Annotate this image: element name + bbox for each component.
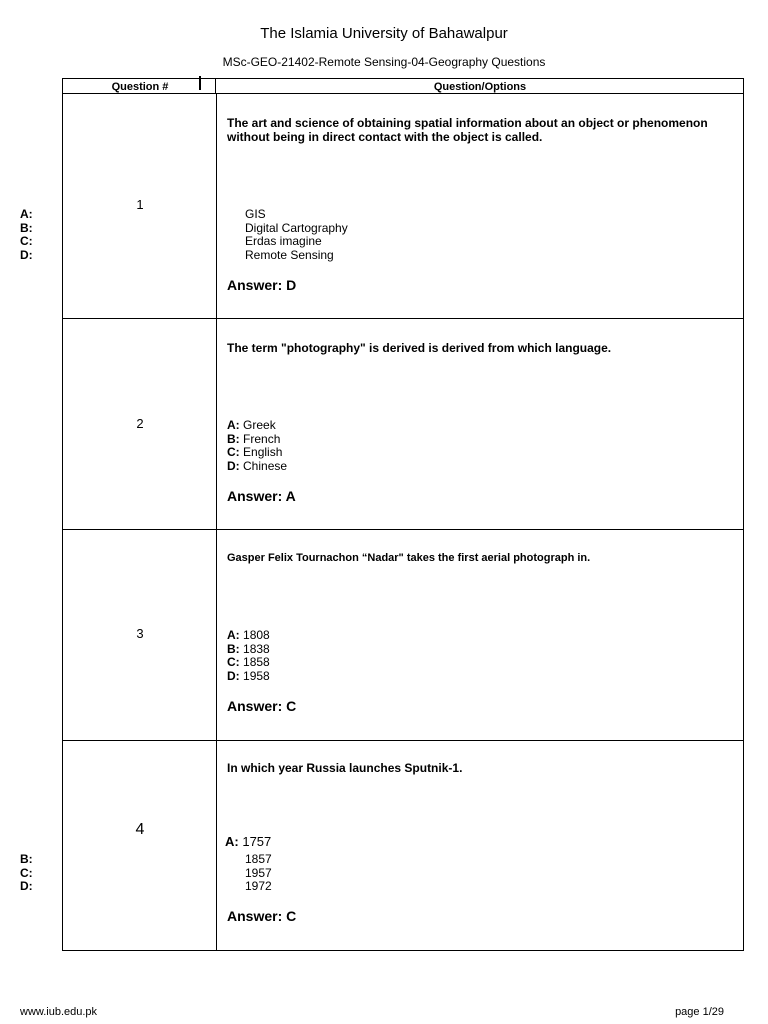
outside-option-letters-q4: [20, 853, 33, 894]
option-letter-d: D:: [20, 879, 33, 893]
answer-label: Answer: C: [227, 908, 297, 924]
question-number: 2: [136, 416, 144, 431]
option-b: Digital Cartography: [245, 220, 348, 235]
footer-page-number: page 1/29: [675, 1006, 724, 1018]
option-d: 1972: [245, 879, 272, 893]
column-header-options: Question/Options: [433, 81, 527, 93]
answer-label: Answer: C: [227, 698, 297, 714]
answer-label: Answer: A: [227, 488, 296, 504]
option-list: [245, 208, 348, 262]
option-c: C: English: [227, 445, 283, 459]
footer-website: www.iub.edu.pk: [20, 1006, 98, 1018]
question-text: Gasper Felix Tournachon “Nadar" takes the first aerial photograph in.: [227, 552, 591, 564]
option-a: A: 1808: [227, 628, 270, 642]
option-letter-b: B:: [227, 641, 240, 656]
option-letter-a: A:: [225, 834, 239, 849]
question-row-4: [62, 741, 744, 951]
option-d: Remote Sensing: [245, 247, 334, 262]
table-header: [62, 78, 744, 94]
option-letter-b: B:: [227, 431, 240, 446]
outside-option-letters-q1: [20, 208, 33, 262]
option-a: GIS: [245, 207, 266, 221]
option-letter-a: A:: [227, 628, 240, 642]
column-divider: [216, 741, 217, 950]
option-list: [245, 853, 272, 894]
option-b: B: French: [227, 431, 281, 446]
question-number: 4: [135, 821, 145, 838]
question-text: In which year Russia launches Sputnik-1.: [227, 761, 463, 775]
header-cursor-mark: [199, 76, 201, 90]
option-b: 1857: [245, 852, 272, 866]
option-letter-a: A:: [227, 418, 240, 432]
column-header-question: Question #: [111, 81, 169, 93]
question-text: The art and science of obtaining spatial information about an object or phenomenon without being in direct contact with the object is called.: [227, 116, 708, 144]
option-list: [227, 419, 287, 473]
option-letter-b: B:: [20, 852, 33, 866]
option-c: C: 1858: [227, 655, 270, 669]
option-letter-c: C:: [227, 655, 240, 669]
question-number: 3: [136, 626, 144, 641]
question-row-1: [62, 94, 744, 319]
option-a: A: Greek: [227, 418, 276, 432]
option-c: 1957: [245, 865, 272, 880]
option-letter-c: C:: [227, 445, 240, 459]
page-title: The Islamia University of Bahawalpur: [260, 25, 508, 42]
option-letter-b: B:: [20, 220, 33, 235]
option-list: [227, 629, 270, 683]
option-d: D: Chinese: [227, 458, 288, 473]
answer-label: Answer: D: [227, 277, 297, 293]
course-subtitle: MSc-GEO-21402-Remote Sensing-04-Geography Questions: [222, 55, 546, 69]
option-a: A: 1757: [225, 834, 272, 849]
option-letter-d: D:: [227, 458, 240, 473]
option-d: D: 1958: [227, 668, 270, 683]
question-text: The term "photography" is derived is derived from which language.: [227, 341, 612, 355]
question-row-3: [62, 530, 744, 741]
option-letter-c: C:: [20, 865, 33, 880]
option-b: B: 1838: [227, 641, 270, 656]
question-number: 1: [136, 197, 144, 212]
option-c: Erdas imagine: [245, 234, 322, 248]
option-letter-d: D:: [20, 247, 33, 262]
option-letter-c: C:: [20, 234, 33, 248]
question-row-2: [62, 319, 744, 530]
option-letter-d: D:: [227, 668, 240, 683]
option-letter-a: A:: [20, 207, 33, 221]
